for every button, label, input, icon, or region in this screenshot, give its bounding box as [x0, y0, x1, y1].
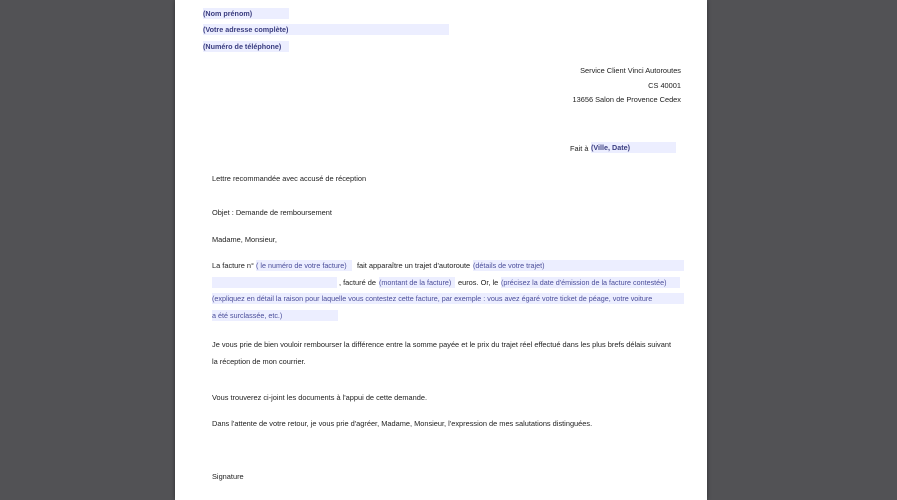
- sender-address-field[interactable]: (Votre adresse complète): [203, 24, 449, 35]
- viewer-background-left: [0, 0, 175, 500]
- para2-line-2: la réception de mon courrier.: [212, 357, 306, 366]
- place-date-field[interactable]: (Ville, Date): [591, 142, 676, 153]
- signature-label: Signature: [212, 472, 244, 481]
- para1-text-3: , facturé de: [339, 278, 376, 287]
- invoice-amount-field[interactable]: (montant de la facture): [379, 277, 455, 288]
- para1-text-1: La facture n°: [212, 261, 254, 270]
- closing-line: Dans l'attente de votre retour, je vous prie d'agréer, Madame, Monsieur, l'expression de mes salutations distinguées.: [212, 419, 593, 428]
- subject-line: Objet : Demande de remboursement: [212, 208, 332, 217]
- invoice-number-field[interactable]: ( le numéro de votre facture): [256, 260, 352, 271]
- invoice-date-field[interactable]: (précisez la date d'émission de la facture contestée): [501, 277, 680, 288]
- trip-details-field-continued[interactable]: [212, 277, 337, 288]
- document-page: [175, 0, 707, 500]
- recipient-line-3: 13656 Salon de Provence Cedex: [572, 95, 681, 104]
- attachments-line: Vous trouverez ci-joint les documents à l'appui de cette demande.: [212, 393, 428, 402]
- place-date-label: Fait à: [570, 144, 589, 153]
- recipient-line-1: Service Client Vinci Autoroutes: [580, 66, 681, 75]
- para2-line-1: Je vous prie de bien vouloir rembourser la différence entre la somme payée et le prix du trajet réel effectué dans les plus brefs délais suivant: [212, 340, 672, 349]
- reason-field-line-2[interactable]: a été surclassée, etc.): [212, 310, 338, 321]
- sender-phone-field[interactable]: (Numéro de téléphone): [203, 41, 289, 52]
- reason-field-line-1[interactable]: (expliquez en détail la raison pour laquelle vous contestez cette facture, par exemple : vous avez égaré votre ticket de péage, votre voiture: [212, 293, 684, 304]
- para1-text-2: fait apparaître un trajet d'autoroute: [357, 261, 471, 270]
- sender-name-field[interactable]: (Nom prénom): [203, 8, 289, 19]
- registered-mail-line: Lettre recommandée avec accusé de réception: [212, 174, 367, 183]
- trip-details-field[interactable]: (détails de votre trajet): [473, 260, 684, 271]
- recipient-line-2: CS 40001: [648, 81, 681, 90]
- greeting: Madame, Monsieur,: [212, 235, 277, 244]
- viewer-background-right: [707, 0, 897, 500]
- para1-text-4: euros. Or, le: [458, 278, 499, 287]
